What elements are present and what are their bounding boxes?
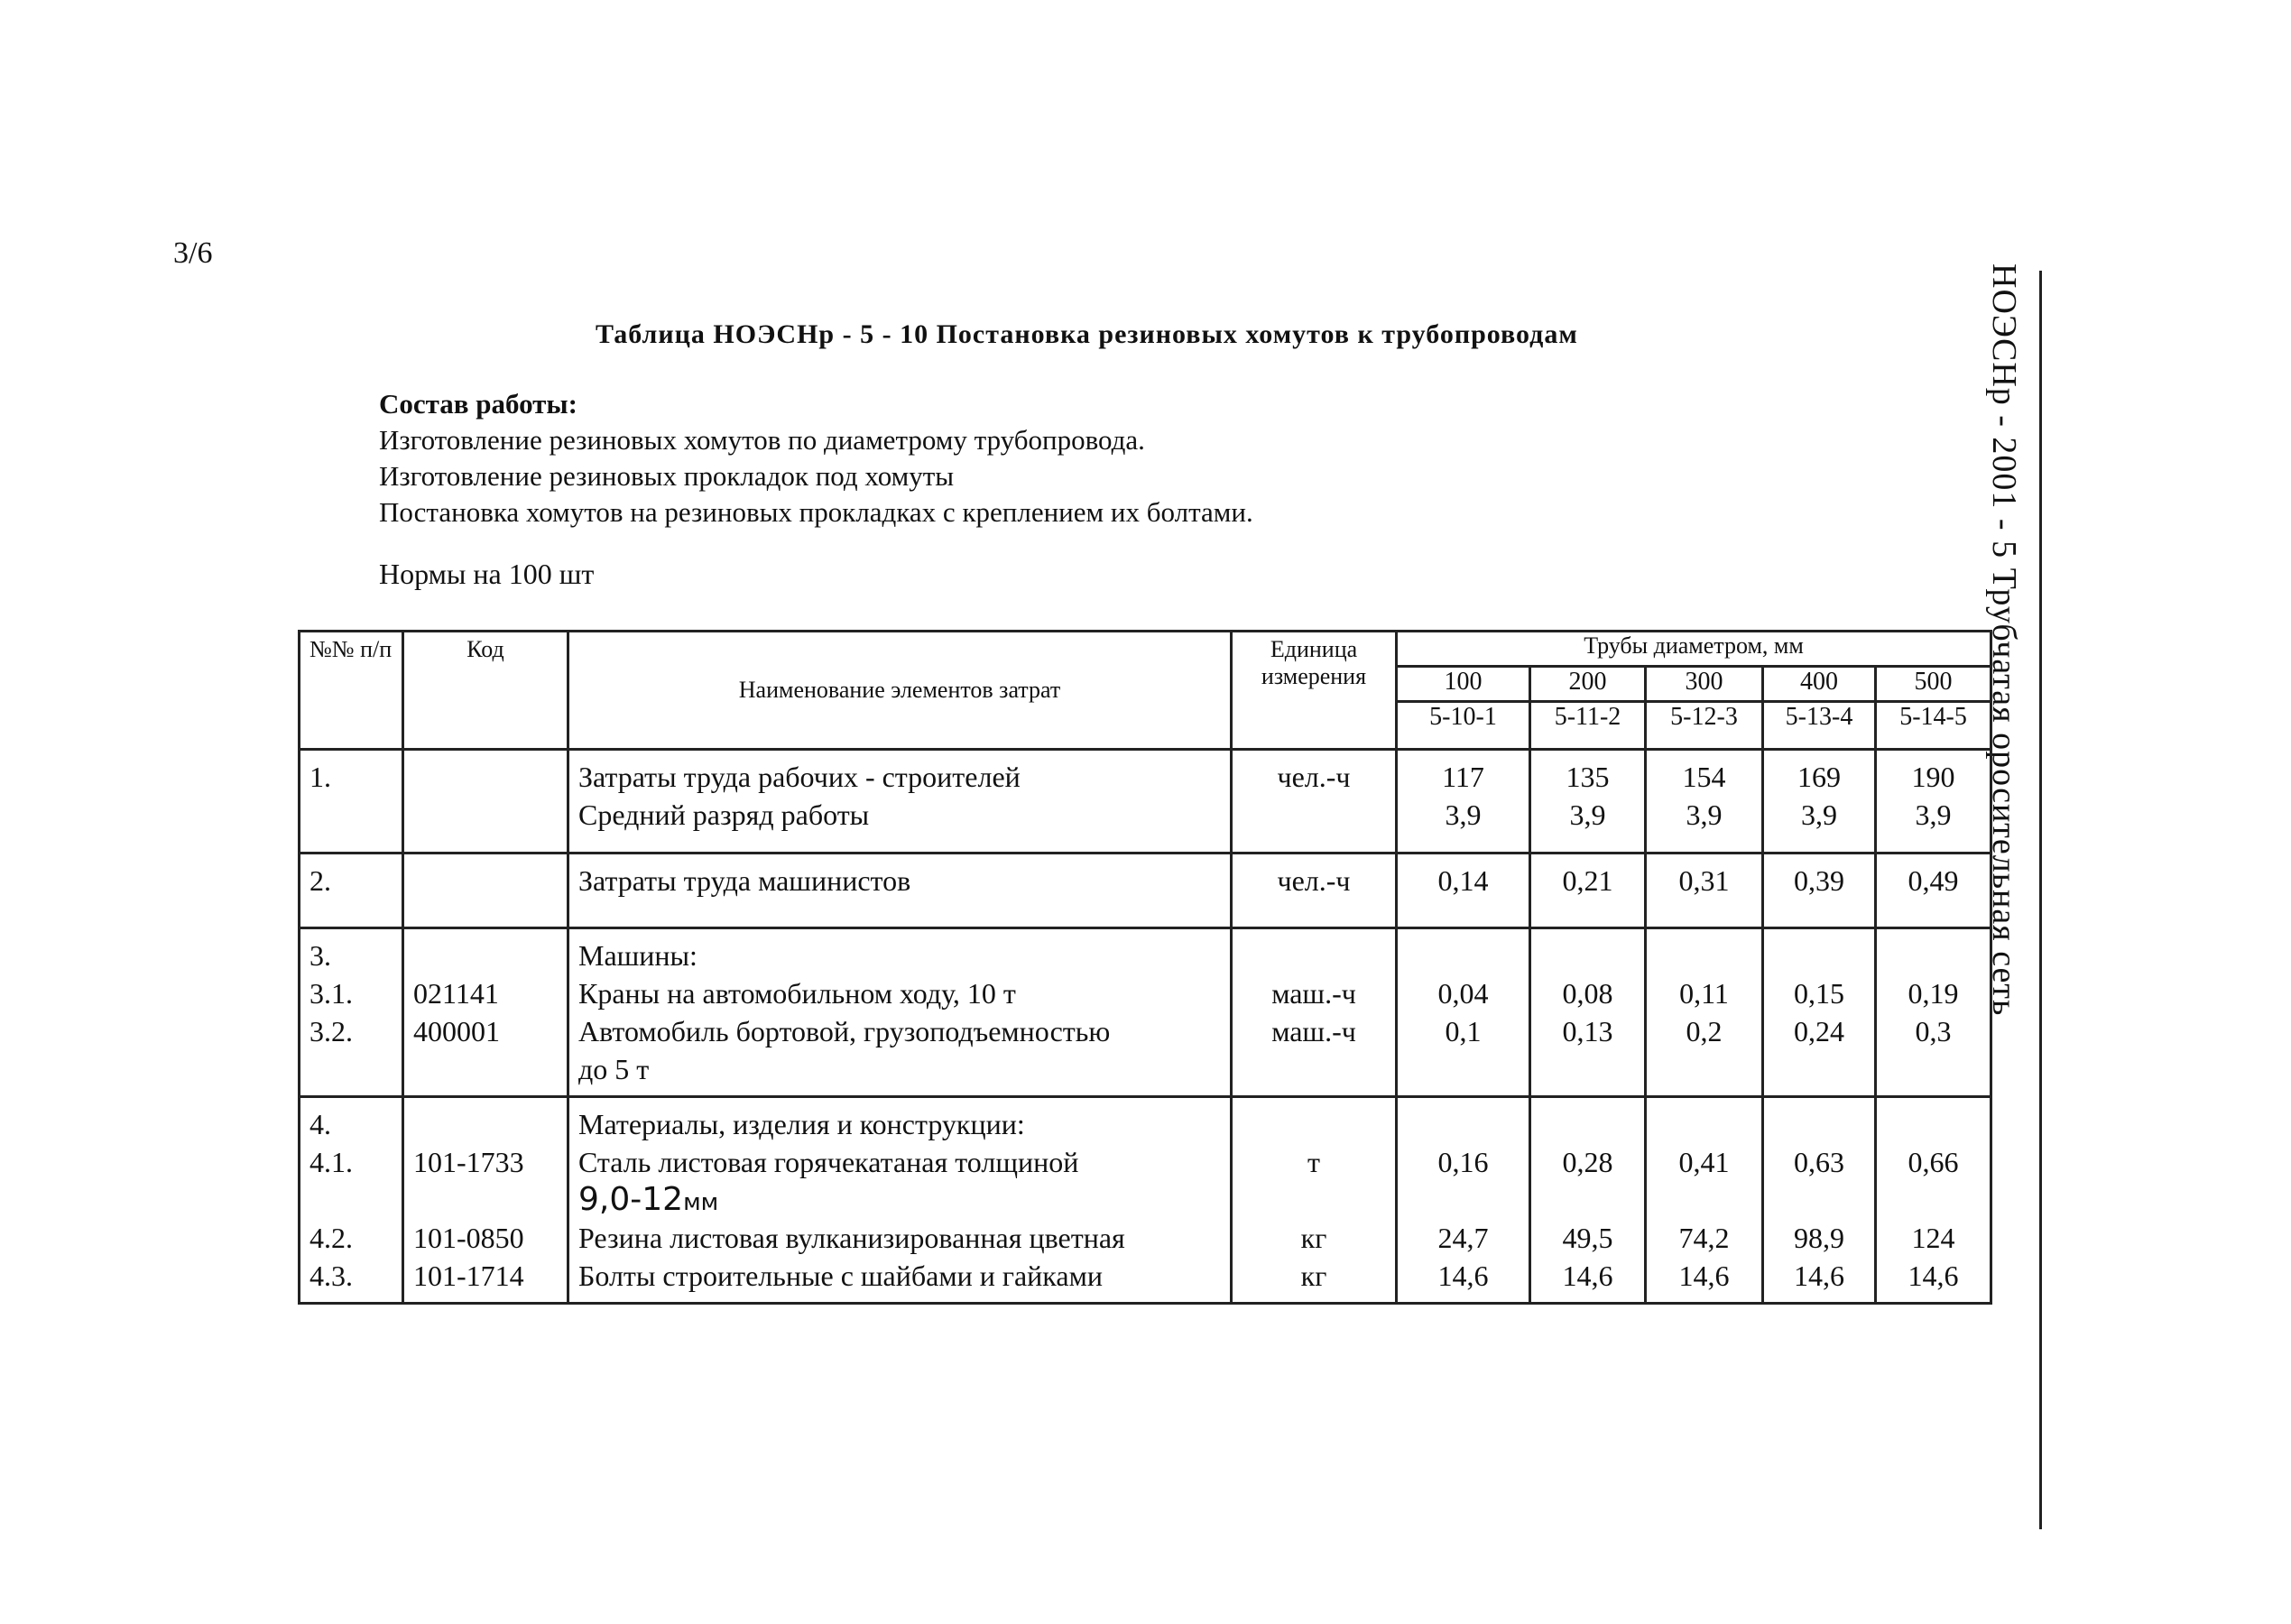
row-value: 0,19 bbox=[1908, 977, 1959, 1010]
row-num: 4. bbox=[309, 1108, 331, 1140]
row-value: 14,6 bbox=[1678, 1260, 1730, 1292]
table-title: Таблица НОЭСНр - 5 - 10 Постановка резиновых хомутов к трубопроводам bbox=[596, 319, 1578, 349]
row-value: 24,7 bbox=[1437, 1222, 1489, 1254]
row-unit: маш.-ч bbox=[1271, 977, 1356, 1010]
table-row bbox=[300, 854, 1991, 928]
row-code: 400001 bbox=[413, 1015, 500, 1047]
header-num: №№ п/п bbox=[300, 632, 403, 750]
row-value: 0,49 bbox=[1908, 864, 1959, 897]
row-name: Сталь листовая горячекатаная толщиной bbox=[578, 1146, 1079, 1178]
row-code: 021141 bbox=[413, 977, 499, 1010]
row-name: Машины: bbox=[578, 939, 697, 972]
row-value: 0,15 bbox=[1794, 977, 1844, 1010]
row-value: 0,04 bbox=[1437, 977, 1489, 1010]
row-code: 101-1733 bbox=[413, 1146, 524, 1178]
row-value: 0,14 bbox=[1437, 864, 1489, 897]
table-row bbox=[300, 1097, 1991, 1304]
table-row bbox=[300, 928, 1991, 1097]
row-value: 98,9 bbox=[1794, 1222, 1844, 1254]
row-unit: чел.-ч bbox=[1277, 864, 1351, 897]
row-value: 0,31 bbox=[1678, 864, 1730, 897]
header-unit: Единица измерения bbox=[1232, 632, 1397, 750]
row-value: 3,9 bbox=[1686, 798, 1723, 831]
row-name: Затраты труда рабочих - строителей bbox=[578, 761, 1021, 793]
work-line: Изготовление резиновых прокладок под хомуты bbox=[379, 460, 955, 492]
row-name: Автомобиль бортовой, грузоподъемностью bbox=[578, 1015, 1111, 1047]
diameter: 200 bbox=[1530, 667, 1646, 702]
header-pipes: Трубы диаметром, мм bbox=[1397, 632, 1991, 667]
row-value: 0,28 bbox=[1562, 1146, 1613, 1178]
row-value: 0,1 bbox=[1445, 1015, 1482, 1047]
work-composition bbox=[379, 386, 1253, 531]
row-value: 3,9 bbox=[1445, 798, 1482, 831]
row-num: 3. bbox=[309, 939, 331, 972]
row-name: Средний разряд работы bbox=[578, 798, 870, 831]
row-value: 0,41 bbox=[1678, 1146, 1730, 1178]
work-line: Постановка хомутов на резиновых прокладках с креплением их болтами. bbox=[379, 496, 1253, 528]
diameter: 400 bbox=[1763, 667, 1876, 702]
row-value: 0,08 bbox=[1562, 977, 1613, 1010]
norms-table bbox=[298, 630, 1992, 1305]
row-value: 0,66 bbox=[1908, 1146, 1959, 1178]
row-value: 0,3 bbox=[1915, 1015, 1952, 1047]
thickness-unit: мм bbox=[683, 1189, 719, 1216]
thickness-handwritten: 9,0-12 bbox=[578, 1181, 684, 1218]
row-value: 124 bbox=[1911, 1222, 1955, 1254]
row-unit: кг bbox=[1300, 1260, 1327, 1292]
row-unit: кг bbox=[1300, 1222, 1327, 1254]
row-num: 4.1. bbox=[309, 1146, 353, 1178]
row-value: 14,6 bbox=[1437, 1260, 1489, 1292]
side-header: НОЭСНр - 2001 - 5 Трубчатая оросительная сеть bbox=[1985, 263, 2023, 1017]
row-value: 0,63 bbox=[1794, 1146, 1844, 1178]
row-value: 3,9 bbox=[1915, 798, 1952, 831]
row-value: 0,39 bbox=[1794, 864, 1844, 897]
row-value: 0,2 bbox=[1686, 1015, 1723, 1047]
diameter: 300 bbox=[1646, 667, 1763, 702]
row-value: 0,13 bbox=[1562, 1015, 1613, 1047]
work-line: Изготовление резиновых хомутов по диаметрому трубопровода. bbox=[379, 424, 1145, 456]
row-value: 14,6 bbox=[1562, 1260, 1613, 1292]
row-name: Материалы, изделия и конструкции: bbox=[578, 1108, 1025, 1140]
row-unit: маш.-ч bbox=[1271, 1015, 1356, 1047]
row-num: 3.2. bbox=[309, 1015, 353, 1047]
norm-code: 5-12-3 bbox=[1646, 702, 1763, 750]
row-name: Резина листовая вулканизированная цветная bbox=[578, 1222, 1125, 1254]
row-value: 190 bbox=[1911, 761, 1955, 793]
header-code: Код bbox=[403, 632, 568, 750]
row-value: 0,16 bbox=[1437, 1146, 1489, 1178]
row-name: до 5 т bbox=[578, 1053, 650, 1085]
norm-code: 5-13-4 bbox=[1763, 702, 1876, 750]
table-row bbox=[300, 750, 1991, 854]
row-num: 1. bbox=[309, 761, 331, 793]
row-name: Болты строительные с шайбами и гайками bbox=[578, 1260, 1103, 1292]
row-unit: чел.-ч bbox=[1277, 761, 1351, 793]
row-value: 14,6 bbox=[1794, 1260, 1844, 1292]
row-value: 3,9 bbox=[1801, 798, 1837, 831]
row-code: 101-1714 bbox=[413, 1260, 524, 1292]
header-name: Наименование элементов затрат bbox=[568, 632, 1232, 750]
norms-caption: Нормы на 100 шт bbox=[379, 558, 595, 590]
row-value: 135 bbox=[1566, 761, 1610, 793]
row-value: 14,6 bbox=[1908, 1260, 1959, 1292]
row-value: 0,21 bbox=[1562, 864, 1613, 897]
row-value: 0,24 bbox=[1794, 1015, 1844, 1047]
row-num: 2. bbox=[309, 864, 331, 897]
page-mark: 3/6 bbox=[173, 236, 213, 270]
row-value: 117 bbox=[1442, 761, 1484, 793]
row-unit: т bbox=[1307, 1146, 1320, 1178]
row-value: 3,9 bbox=[1569, 798, 1606, 831]
diameter: 100 bbox=[1397, 667, 1530, 702]
row-value: 0,11 bbox=[1679, 977, 1729, 1010]
row-name: Затраты труда машинистов bbox=[578, 864, 911, 897]
row-num: 4.3. bbox=[309, 1260, 353, 1292]
side-rule bbox=[2039, 271, 2042, 1529]
row-value: 154 bbox=[1682, 761, 1726, 793]
row-num: 3.1. bbox=[309, 977, 353, 1010]
norm-code: 5-11-2 bbox=[1530, 702, 1646, 750]
norm-code: 5-10-1 bbox=[1397, 702, 1530, 750]
row-num: 4.2. bbox=[309, 1222, 353, 1254]
row-name: Краны на автомобильном ходу, 10 т bbox=[578, 977, 1016, 1010]
row-code: 101-0850 bbox=[413, 1222, 524, 1254]
row-value: 49,5 bbox=[1562, 1222, 1613, 1254]
work-heading: Состав работы: bbox=[379, 388, 577, 420]
row-value: 169 bbox=[1797, 761, 1841, 793]
diameter: 500 bbox=[1876, 667, 1991, 702]
row-value: 74,2 bbox=[1678, 1222, 1730, 1254]
norm-code: 5-14-5 bbox=[1876, 702, 1991, 750]
